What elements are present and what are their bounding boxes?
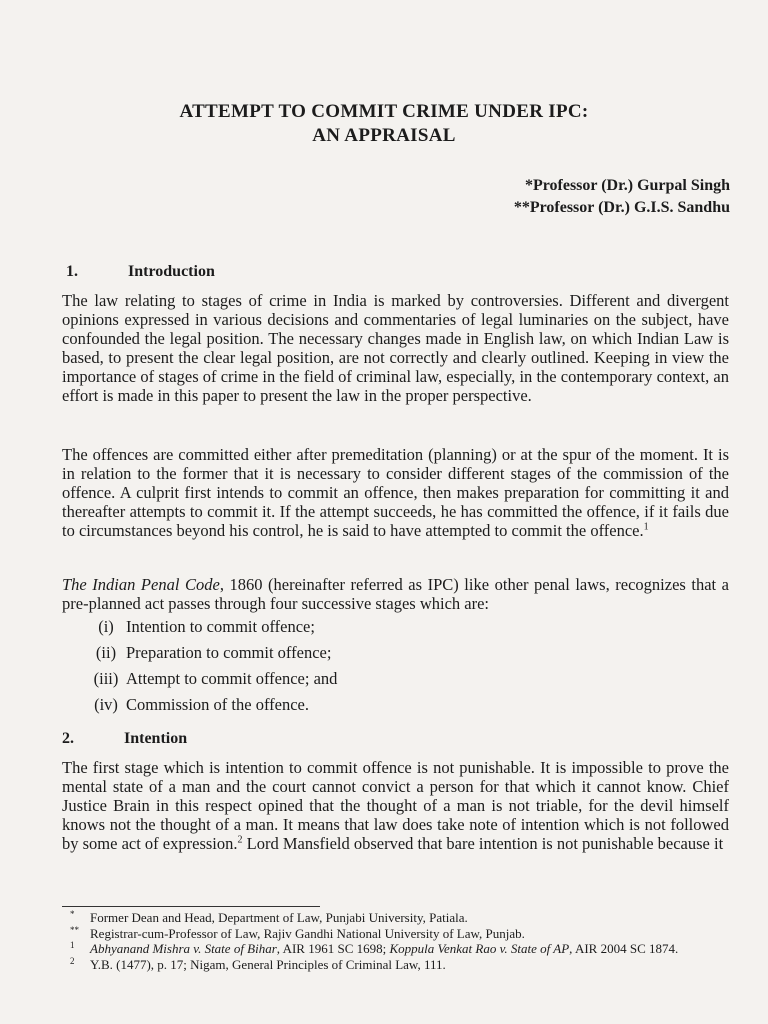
stages-list xyxy=(86,614,337,718)
footnote xyxy=(62,941,732,957)
section-title: Intention xyxy=(124,730,188,747)
list-item-text: Intention to commit offence; xyxy=(126,617,315,636)
paragraph-2 xyxy=(62,445,729,540)
document-title xyxy=(0,100,768,148)
author-1: *Professor (Dr.) Gurpal Singh xyxy=(524,177,730,194)
footnote xyxy=(62,910,732,926)
footnote xyxy=(62,926,732,942)
paragraph-4-continuation: Lord Mansfield observed that bare intention is not punishable because it xyxy=(242,834,724,853)
footnote-ref-2: 2 xyxy=(237,834,243,846)
case-name: Abhyanand Mishra v. State of Bihar xyxy=(90,941,277,956)
section-heading-introduction xyxy=(66,262,215,282)
footnote-ref-1: 1 xyxy=(643,521,649,533)
list-item xyxy=(86,640,337,666)
section-number: 1. xyxy=(66,263,78,280)
paragraph-1: The law relating to stages of crime in India is marked by controversies. Different and divergent opinions expressed in various decisions and commentaries of legal luminaries on the subject, have confounded the legal position. The necessary changes made in English law, on which Indian Law is based, to present the clear legal position, are not correctly and clearly outlined. Keeping in view the importance of stages of crime in the field of criminal law, especially, in the contemporary context, an effort is made in this paper to present the law in the proper perspective. xyxy=(62,291,729,405)
list-item xyxy=(86,614,337,640)
section-title: Introduction xyxy=(128,263,215,280)
paragraph-2-text: The offences are committed either after premeditation (planning) or at the spur of the moment. It is in relation to the former that it is necessary to consider different stages of the commission of the offence. A culprit first intends to commit an offence, then makes preparation for committing it and thereafter attempts to commit it. If the attempt succeeds, he has committed the offence, if it fails due to circumstances beyond his control, he is said to have attempted to commit the offence. xyxy=(62,445,729,540)
paragraph-4-text: The first stage which is intention to commit offence is not punishable. It is impossible to prove the mental state of a man and the court cannot convict a person for that which it cannot know. Chief Justice Brain in this respect opined that the thought of a man is not triable, for the devil himself knows not the thought of a man. It means that law does take note of intention which is not followed by some act of expression. xyxy=(62,758,729,853)
footnote-marker: 1 xyxy=(70,940,75,950)
footnote-marker: 2 xyxy=(70,955,75,966)
author-2: **Professor (Dr.) G.I.S. Sandhu xyxy=(513,199,730,216)
author-block xyxy=(514,175,730,219)
statute-name: The Indian Penal Code xyxy=(62,575,220,594)
list-item xyxy=(86,692,337,718)
footnote-text: Registrar-cum-Professor of Law, Rajiv Gandhi National University of Law, Punjab. xyxy=(90,925,525,941)
footnote xyxy=(62,957,732,973)
paragraph-4 xyxy=(62,758,729,853)
case-name: Koppula Venkat Rao v. State of AP xyxy=(389,941,570,956)
footnote-divider xyxy=(62,906,320,907)
footnote-marker: * xyxy=(70,909,75,919)
list-marker: (i) xyxy=(98,617,114,636)
list-marker: (iv) xyxy=(94,695,118,714)
footnotes xyxy=(62,910,732,972)
list-item-text: Preparation to commit offence; xyxy=(126,643,332,662)
footnote-text: Former Dean and Head, Department of Law, Punjabi University, Patiala. xyxy=(90,910,468,925)
list-item-text: Attempt to commit offence; and xyxy=(126,669,338,688)
citation: , AIR 1961 SC 1698; xyxy=(276,941,390,956)
footnote-marker: ** xyxy=(70,924,79,935)
title-line-1: ATTEMPT TO COMMIT CRIME UNDER IPC: xyxy=(179,101,589,122)
section-number: 2. xyxy=(62,730,74,747)
citation: , AIR 2004 SC 1874. xyxy=(569,941,679,956)
list-marker: (ii) xyxy=(95,643,117,662)
paragraph-3 xyxy=(62,575,729,613)
title-line-2: AN APPRAISAL xyxy=(312,125,456,146)
list-item-text: Commission of the offence. xyxy=(126,695,309,714)
list-item xyxy=(86,666,337,692)
section-heading-intention xyxy=(62,729,187,749)
list-marker: (iii) xyxy=(93,669,119,688)
paragraph-3-text: , 1860 (hereinafter referred as IPC) like other penal laws, recognizes that a pre-planned act passes through four successive stages which are: xyxy=(62,575,729,613)
footnote-text: Y.B. (1477), p. 17; Nigam, General Principles of Criminal Law, 111. xyxy=(90,956,446,972)
